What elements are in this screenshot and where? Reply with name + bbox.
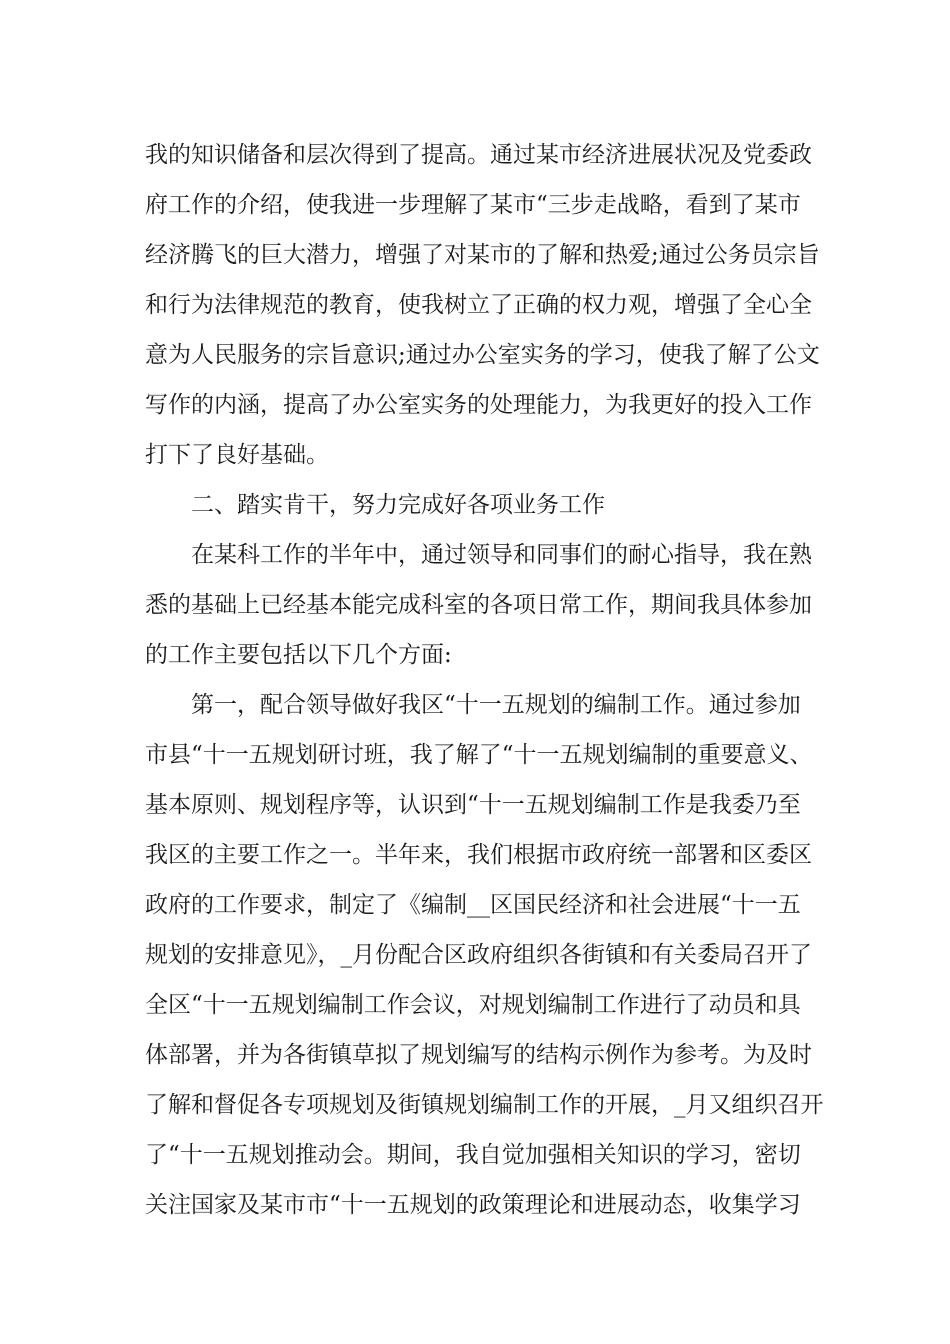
text-line-9: 在某科工作的半年中，通过领导和同事们的耐心指导，我在熟 [191,542,812,568]
text-line-18: 全区“十一五规划编制工作会议，对规划编制工作进行了动员和具 [145,992,801,1018]
text-line-17: 规划的安排意见》，_月份配合区政府组织各街镇和有关委局召开了 [145,942,812,968]
text-line-4: 和行为法律规范的教育，使我树立了正确的权力观，增强了全心全 [145,292,812,318]
section-heading: 二、踏实肯干，努力完成好各项业务工作 [191,492,605,518]
text-line-15: 我区的主要工作之一。半年来，我们根据市政府统一部署和区委区 [145,842,812,868]
text-line-12: 第一，配合领导做好我区“十一五规划的编制工作。通过参加 [191,692,801,718]
text-line-10: 悉的基础上已经基本能完成科室的各项日常工作，期间我具体参加 [145,592,812,618]
text-line-11: 的工作主要包括以下几个方面: [145,642,452,668]
text-line-3: 经济腾飞的巨大潜力，增强了对某市的了解和热爱;通过公务员宗旨 [145,242,820,268]
text-line-13: 市县“十一五规划研讨班，我了解了“十一五规划编制的重要意义、 [145,742,813,768]
text-line-14: 基本原则、规划程序等，认识到“十一五规划编制工作是我委乃至 [145,792,801,818]
text-line-16: 政府的工作要求，制定了《编制__区国民经济和社会进展“十一五 [145,892,801,918]
text-line-5: 意为人民服务的宗旨意识;通过办公室实务的学习，使我了解了公文 [145,342,820,368]
text-line-2: 府工作的介绍，使我进一步理解了某市“三步走战略，看到了某市 [145,192,801,218]
text-line-22: 关注国家及某市市“十一五规划的政策理论和进展动态，收集学习 [145,1192,801,1218]
text-line-21: 了“十一五规划推动会。期间，我自觉加强相关知识的学习，密切 [145,1142,801,1168]
text-line-7: 打下了良好基础。 [145,442,329,468]
text-line-1: 我的知识储备和层次得到了提高。通过某市经济进展状况及党委政 [145,142,812,168]
text-line-19: 体部署，并为各街镇草拟了规划编写的结构示例作为参考。为及时 [145,1042,812,1068]
text-line-6: 写作的内涵，提高了办公室实务的处理能力，为我更好的投入工作 [145,392,812,418]
text-line-20: 了解和督促各专项规划及街镇规划编制工作的开展，_月又组织召开 [145,1092,824,1118]
